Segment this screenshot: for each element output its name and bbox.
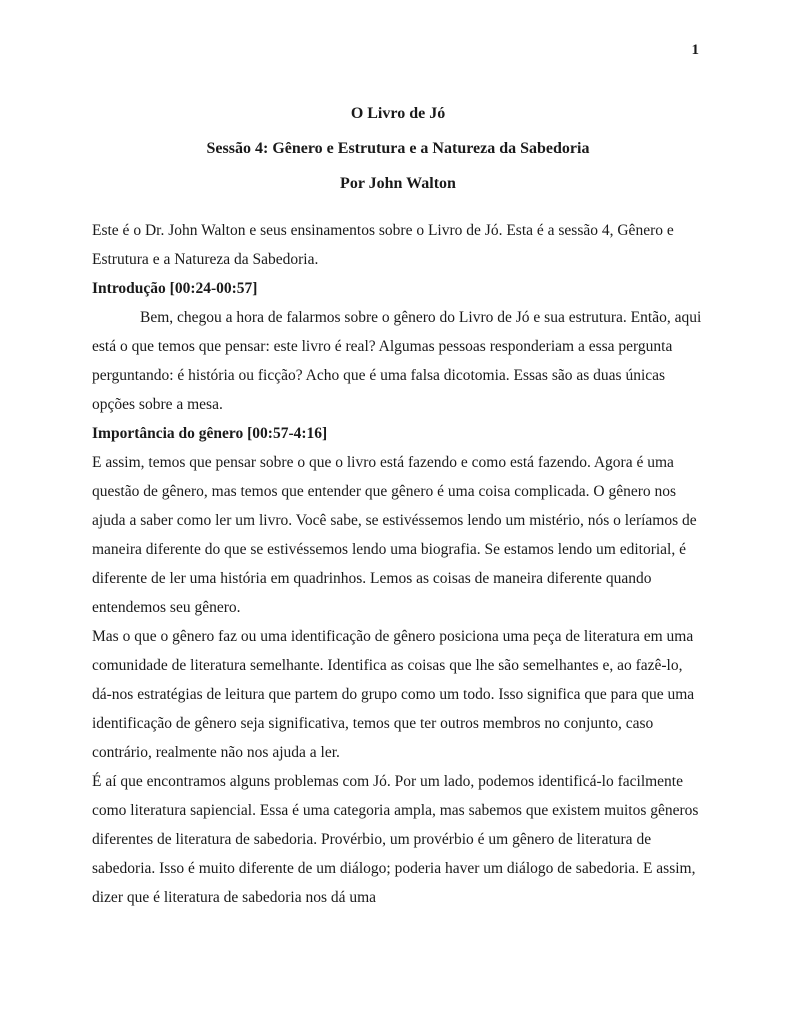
- document-title-block: [92, 96, 704, 201]
- document-title: O Livro de Jó: [350, 105, 446, 122]
- page-content: [92, 96, 704, 912]
- document-author: Por John Walton: [340, 175, 456, 192]
- section-heading-importancia: Importância do gênero [00:57-4:16]: [92, 425, 328, 442]
- page-number: 1: [691, 42, 699, 58]
- paragraph-importancia-2: Mas o que o gênero faz ou uma identificação de gênero posiciona uma peça de literatura em uma comunidade de literatura semelhante. Identifica as coisas que lhe são semelhantes e, ao fazê-lo, dá-nos estratégias de leitura que partem do grupo como um todo. Isso significa que para que uma identificação de gênero seja significativa, temos que ter outros membros no conjunto, caso contrário, realmente não nos ajuda a ler.: [92, 628, 695, 761]
- intro-paragraph: Este é o Dr. John Walton e seus ensinamentos sobre o Livro de Jó. Esta é a sessão 4, Gênero e Estrutura e a Natureza da Sabedoria.: [92, 222, 674, 268]
- document-body: [92, 216, 704, 912]
- paragraph-importancia-3: É aí que encontramos alguns problemas com Jó. Por um lado, podemos identificá-lo facilmente como literatura sapiencial. Essa é uma categoria ampla, mas sabemos que existem muitos gêneros diferentes de literatura de sabedoria. Provérbio, um provérbio é um gênero de literatura de sabedoria. Isso é muito diferente de um diálogo; poderia haver um diálogo de sabedoria. E assim, dizer que é literatura de sabedoria nos dá uma: [92, 773, 699, 906]
- section-heading-introducao: Introdução [00:24-00:57]: [92, 280, 258, 297]
- paragraph-introducao: Bem, chegou a hora de falarmos sobre o gênero do Livro de Jó e sua estrutura. Então, aqui está o que temos que pensar: este livro é real? Algumas pessoas responderiam a essa pergunta perguntando: é história ou ficção? Acho que é uma falsa dicotomia. Essas são as duas únicas opções sobre a mesa.: [92, 309, 702, 413]
- document-subtitle: Sessão 4: Gênero e Estrutura e a Natureza da Sabedoria: [206, 140, 590, 157]
- paragraph-importancia-1: E assim, temos que pensar sobre o que o livro está fazendo e como está fazendo. Agora é uma questão de gênero, mas temos que entender que gênero é uma coisa complicada. O gênero nos ajuda a saber como ler um livro. Você sabe, se estivéssemos lendo um mistério, nós o leríamos de maneira diferente do que se estivéssemos lendo uma biografia. Se estamos lendo um editorial, é diferente de ler uma história em quadrinhos. Lemos as coisas de maneira diferente quando entendemos seu gênero.: [92, 454, 697, 616]
